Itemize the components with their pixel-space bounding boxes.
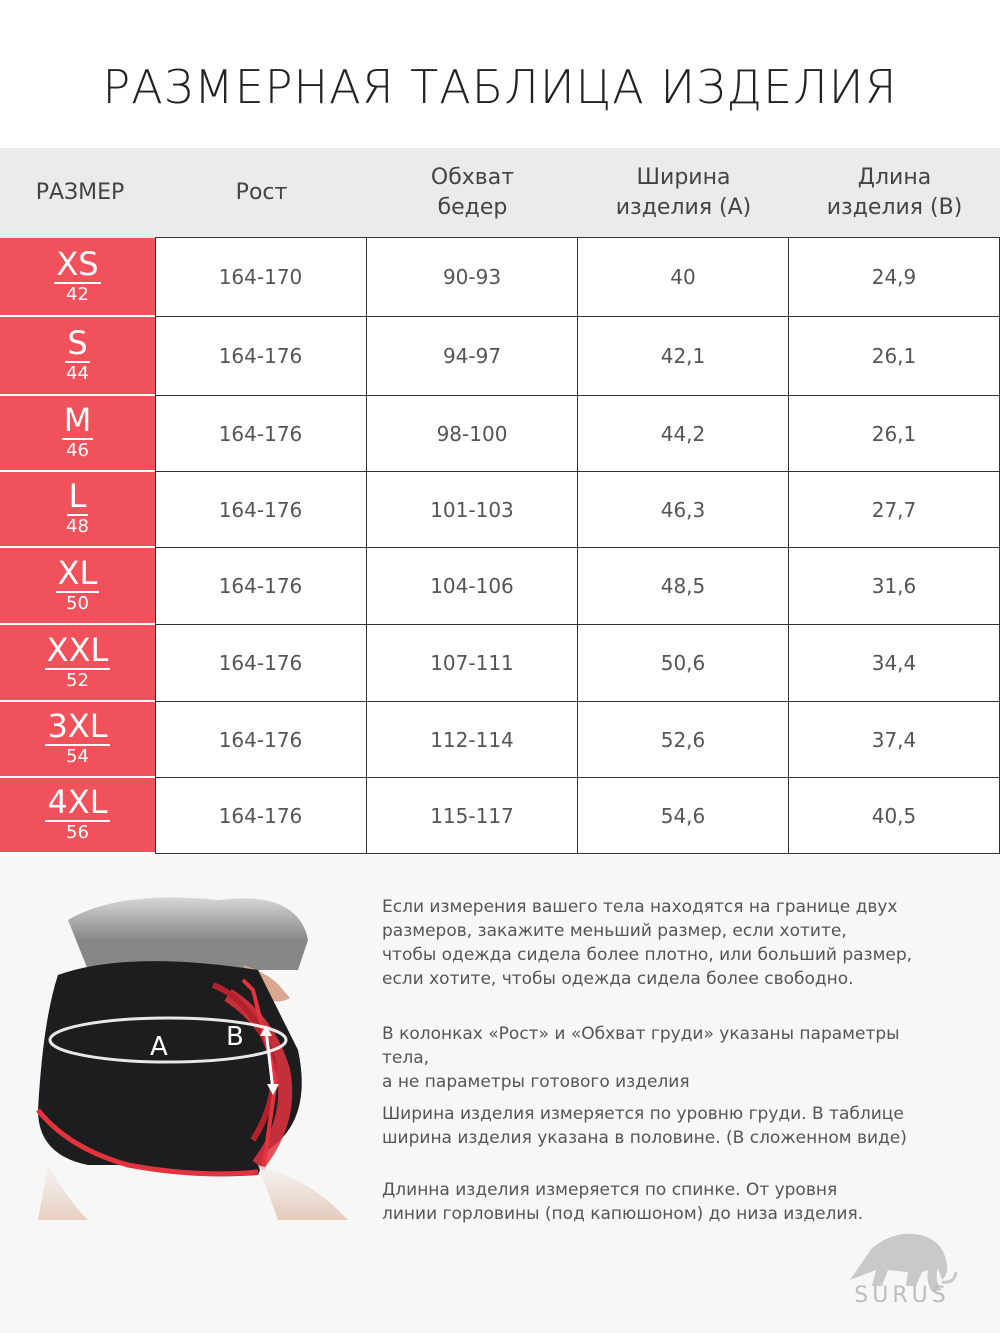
size-letter: XXL: [46, 630, 109, 669]
logo-text: SURUS: [854, 1283, 950, 1308]
header-size: РАЗМЕР: [35, 180, 125, 205]
cell-length: 31,6: [789, 548, 1000, 625]
cell-hips: 112-114: [367, 702, 578, 778]
size-number: 52: [66, 669, 89, 691]
cell-width: 42,1: [578, 317, 789, 396]
cell-hips: 94-97: [367, 317, 578, 396]
cell-height: 164-176: [155, 625, 367, 702]
header-hips: Обхват бедер: [430, 165, 515, 220]
size-number: 56: [66, 822, 89, 843]
cell-width: 46,3: [578, 472, 789, 548]
shorts-measurement-illustration: [28, 880, 348, 1220]
header-width: Ширина изделия (А): [615, 165, 752, 220]
note-width-measure: Ширина изделия измеряется по уровню груди. В таблице ширина изделия указана в половине. (В сложенном виде): [382, 1104, 907, 1148]
size-letter: S: [67, 323, 88, 362]
size-number: 54: [66, 746, 89, 767]
cell-length: 26,1: [789, 396, 1000, 472]
cell-hips: 101-103: [367, 472, 578, 548]
size-letter: M: [63, 401, 92, 439]
cell-height: 164-170: [155, 238, 367, 317]
cell-hips: 115-117: [367, 778, 578, 854]
size-number: 48: [66, 516, 89, 537]
cell-hips: 90-93: [367, 238, 578, 317]
cell-width: 40: [578, 238, 789, 317]
header-height: Рост: [235, 180, 288, 205]
cell-length: 37,4: [789, 702, 1000, 778]
label-b: B: [226, 1022, 244, 1052]
table-row: [0, 778, 1000, 854]
cell-height: 164-176: [155, 396, 367, 472]
cell-width: 52,6: [578, 702, 789, 778]
size-number: 42: [66, 283, 89, 305]
size-label-cell: [0, 317, 155, 396]
size-label-cell: [0, 238, 155, 317]
size-label-cell: [0, 548, 155, 625]
cell-hips: 98-100: [367, 396, 578, 472]
cell-height: 164-176: [155, 317, 367, 396]
cell-hips: 104-106: [367, 548, 578, 625]
label-a: A: [150, 1032, 168, 1062]
cell-length: 26,1: [789, 317, 1000, 396]
size-letter: 3XL: [47, 707, 108, 745]
size-table: [0, 238, 1000, 854]
size-label-cell: [0, 472, 155, 548]
size-number: 50: [66, 592, 89, 614]
table-row: [0, 472, 1000, 548]
size-letter: 4XL: [47, 783, 108, 821]
cell-width: 54,6: [578, 778, 789, 854]
table-row: [0, 238, 1000, 317]
cell-length: 27,7: [789, 472, 1000, 548]
table-row: [0, 396, 1000, 472]
cell-length: 24,9: [789, 238, 1000, 317]
size-label-cell: [0, 396, 155, 472]
page-title: РАЗМЕРНАЯ ТАБЛИЦА ИЗДЕЛИЯ: [102, 60, 898, 114]
table-row: [0, 317, 1000, 396]
cell-height: 164-176: [155, 548, 367, 625]
size-label-cell: [0, 702, 155, 778]
cell-width: 50,6: [578, 625, 789, 702]
size-label-cell: [0, 625, 155, 702]
size-letter: XS: [56, 244, 99, 283]
table-row: [0, 702, 1000, 778]
cell-height: 164-176: [155, 778, 367, 854]
size-label-cell: [0, 778, 155, 854]
size-letter: L: [68, 477, 87, 515]
cell-height: 164-176: [155, 702, 367, 778]
cell-width: 44,2: [578, 396, 789, 472]
size-letter: XL: [57, 553, 98, 592]
note-body-params: В колонках «Рост» и «Обхват груди» указаны параметры тела, а не параметры готового изделия: [382, 1024, 900, 1092]
cell-width: 48,5: [578, 548, 789, 625]
note-between-sizes: Если измерения вашего тела находятся на границе двух размеров, закажите меньший размер, если хотите, чтобы одежда сидела более плотно, или больший размер, если хотите, чтобы одежда сидела более свободно.: [382, 897, 913, 989]
header-length: Длина изделия (В): [826, 165, 963, 220]
note-length-measure: Длинна изделия измеряется по спинке. От уровня линии горловины (под капюшоном) до низа изделия.: [382, 1180, 864, 1224]
size-number: 46: [66, 440, 89, 461]
table-row: [0, 625, 1000, 702]
cell-height: 164-176: [155, 472, 367, 548]
table-row: [0, 548, 1000, 625]
cell-length: 40,5: [789, 778, 1000, 854]
size-number: 44: [66, 362, 89, 384]
cell-length: 34,4: [789, 625, 1000, 702]
cell-hips: 107-111: [367, 625, 578, 702]
